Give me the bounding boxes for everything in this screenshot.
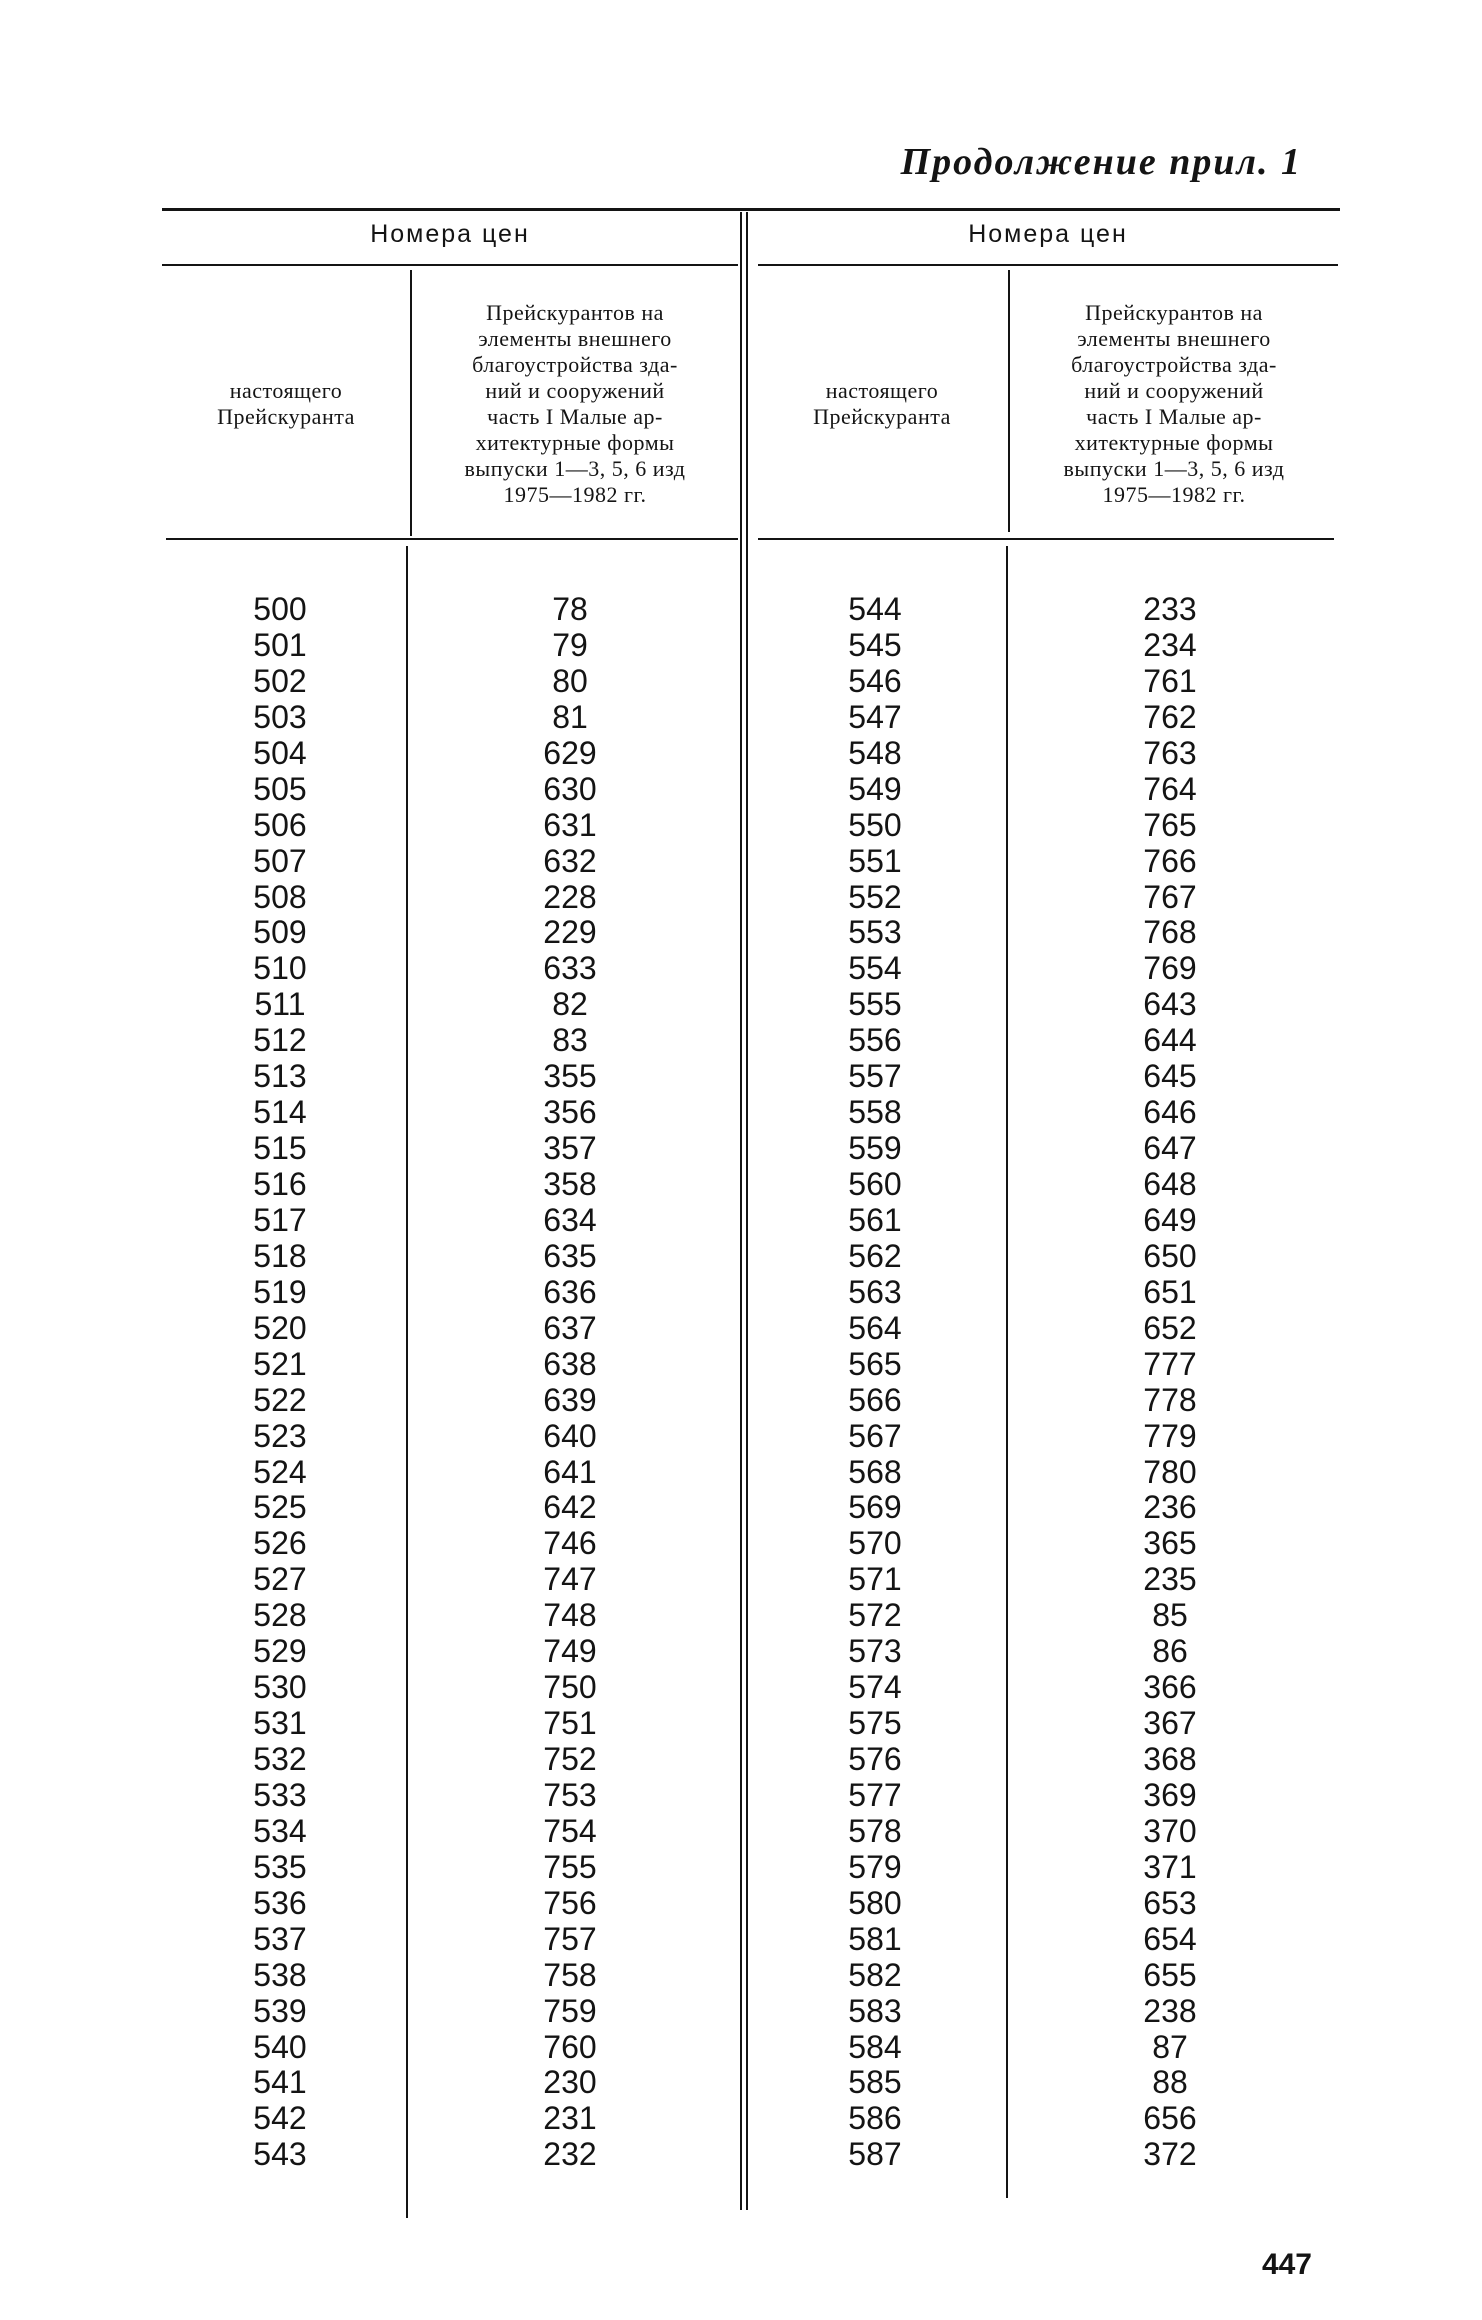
table-cell: 638 xyxy=(543,1345,597,1382)
table-cell: 543 xyxy=(253,2136,307,2173)
table-cell: 777 xyxy=(1143,1345,1197,1382)
table-cell: 642 xyxy=(543,1489,597,1526)
table-cell: 558 xyxy=(848,1094,902,1131)
table-cell: 585 xyxy=(848,2064,902,2101)
table-cell: 509 xyxy=(253,914,307,951)
table-cell: 541 xyxy=(253,2064,307,2101)
table-cell: 780 xyxy=(1143,1453,1197,1490)
table-cell: 587 xyxy=(848,2136,902,2173)
col-header-old-right: Прейскурантов на элементы внешнего благоустройства зда- ний и сооружений часть I Малые ар- хитектурные формы выпуски 1—3, 5, 6 изд 1975—1982 гг. xyxy=(1063,300,1285,507)
table-cell: 235 xyxy=(1143,1561,1197,1598)
table-cell: 229 xyxy=(543,914,597,951)
table-cell: 535 xyxy=(253,1848,307,1885)
table-cell: 572 xyxy=(848,1597,902,1634)
table-cell: 764 xyxy=(1143,770,1197,807)
table-cell: 654 xyxy=(1143,1920,1197,1957)
table-cell: 79 xyxy=(552,626,588,663)
table-cell: 516 xyxy=(253,1166,307,1202)
table-cell: 749 xyxy=(543,1633,597,1670)
table-cell: 518 xyxy=(253,1237,307,1274)
table-cell: 78 xyxy=(552,591,588,627)
table-cell: 586 xyxy=(848,2100,902,2137)
group-header-right: Номера цен xyxy=(968,220,1128,248)
table-cell: 537 xyxy=(253,1920,307,1957)
table-cell: 584 xyxy=(848,2028,902,2065)
table-cell: 501 xyxy=(253,626,307,663)
table-cell: 527 xyxy=(253,1561,307,1598)
table-cell: 507 xyxy=(253,842,307,879)
table-cell: 756 xyxy=(543,1884,597,1921)
table-cell: 653 xyxy=(1143,1884,1197,1921)
table-cell: 570 xyxy=(848,1525,902,1562)
table-cell: 656 xyxy=(1143,2100,1197,2137)
table-cell: 534 xyxy=(253,1812,307,1849)
column-old-right xyxy=(1070,592,1270,2173)
table-cell: 366 xyxy=(1143,1669,1197,1706)
table-cell: 769 xyxy=(1143,950,1197,987)
center-double-rule-a xyxy=(740,212,742,2210)
table-cell: 571 xyxy=(848,1561,902,1598)
table-cell: 503 xyxy=(253,698,307,735)
table-cell: 515 xyxy=(253,1130,307,1167)
table-cell: 565 xyxy=(848,1345,902,1382)
col-header-old-left: Прейскурантов на элементы внешнего благоустройства зда- ний и сооружений часть I Малые ар- хитектурные формы выпуски 1—3, 5, 6 изд 1975—1982 гг. xyxy=(464,300,686,507)
table-cell: 521 xyxy=(253,1345,307,1382)
table-cell: 765 xyxy=(1143,806,1197,843)
table-cell: 758 xyxy=(543,1956,597,1993)
table-cell: 636 xyxy=(543,1273,597,1310)
table-cell: 530 xyxy=(253,1669,307,1706)
center-double-rule-b xyxy=(746,212,748,2210)
table-cell: 549 xyxy=(848,770,902,807)
group-header-rule-left xyxy=(162,264,738,266)
table-cell: 751 xyxy=(543,1705,597,1742)
group-header-rule-right xyxy=(758,264,1338,266)
table-cell: 576 xyxy=(848,1741,902,1777)
table-cell: 368 xyxy=(1143,1741,1197,1777)
table-cell: 563 xyxy=(848,1273,902,1310)
table-cell: 579 xyxy=(848,1848,902,1885)
table-cell: 546 xyxy=(848,662,902,699)
table-cell: 761 xyxy=(1143,662,1197,699)
table-cell: 559 xyxy=(848,1130,902,1167)
table-cell: 566 xyxy=(848,1381,902,1418)
table-cell: 583 xyxy=(848,1992,902,2029)
page-title: Продолжение прил. 1 xyxy=(900,141,1302,183)
table-cell: 83 xyxy=(552,1022,588,1059)
table-cell: 502 xyxy=(253,662,307,699)
table-cell: 560 xyxy=(848,1166,902,1202)
table-cell: 504 xyxy=(253,734,307,771)
table-cell: 542 xyxy=(253,2100,307,2137)
table-cell: 232 xyxy=(543,2136,597,2173)
table-cell: 757 xyxy=(543,1920,597,1957)
table-cell: 639 xyxy=(543,1381,597,1418)
table-cell: 517 xyxy=(253,1201,307,1238)
table-cell: 372 xyxy=(1143,2136,1197,2173)
table-cell: 562 xyxy=(848,1237,902,1274)
table-cell: 561 xyxy=(848,1201,902,1238)
table-cell: 508 xyxy=(253,878,307,915)
column-current-left xyxy=(200,592,360,2173)
table-cell: 526 xyxy=(253,1525,307,1562)
table-cell: 762 xyxy=(1143,698,1197,735)
table-cell: 634 xyxy=(543,1201,597,1238)
table-cell: 529 xyxy=(253,1633,307,1670)
table-cell: 511 xyxy=(254,986,306,1023)
table-cell: 525 xyxy=(253,1489,307,1526)
table-cell: 655 xyxy=(1143,1956,1197,1993)
table-cell: 370 xyxy=(1143,1812,1197,1849)
table-cell: 573 xyxy=(848,1633,902,1670)
table-cell: 652 xyxy=(1143,1309,1197,1346)
table-cell: 548 xyxy=(848,734,902,771)
table-cell: 574 xyxy=(848,1669,902,1706)
table-cell: 88 xyxy=(1152,2064,1188,2101)
column-current-right xyxy=(790,592,960,2173)
table-cell: 238 xyxy=(1143,1992,1197,2029)
right-inner-rule-body xyxy=(1006,546,1008,2198)
table-cell: 230 xyxy=(543,2064,597,2101)
table-cell: 540 xyxy=(253,2028,307,2065)
table-cell: 759 xyxy=(543,1992,597,2029)
table-cell: 768 xyxy=(1143,914,1197,951)
table-cell: 81 xyxy=(552,698,588,735)
table-cell: 369 xyxy=(1143,1776,1197,1813)
table-cell: 553 xyxy=(848,914,902,951)
table-cell: 637 xyxy=(543,1309,597,1346)
table-cell: 551 xyxy=(848,842,902,879)
table-cell: 631 xyxy=(543,806,597,843)
table-cell: 575 xyxy=(848,1705,902,1742)
table-cell: 520 xyxy=(253,1309,307,1346)
table-cell: 650 xyxy=(1143,1237,1197,1274)
table-cell: 358 xyxy=(543,1166,597,1202)
table-cell: 778 xyxy=(1143,1381,1197,1418)
table-cell: 510 xyxy=(253,950,307,987)
table-cell: 564 xyxy=(848,1309,902,1346)
table-cell: 640 xyxy=(543,1417,597,1454)
table-cell: 371 xyxy=(1143,1848,1197,1885)
table-cell: 582 xyxy=(848,1956,902,1993)
table-cell: 630 xyxy=(543,770,597,807)
table-cell: 648 xyxy=(1143,1166,1197,1202)
table-cell: 645 xyxy=(1143,1058,1197,1095)
table-cell: 635 xyxy=(543,1237,597,1274)
table-cell: 514 xyxy=(253,1094,307,1131)
table-cell: 536 xyxy=(253,1884,307,1921)
table-cell: 532 xyxy=(253,1741,307,1777)
table-cell: 531 xyxy=(253,1705,307,1742)
col-header-current-right: настоящего Прейскуранта xyxy=(813,378,951,429)
table-cell: 505 xyxy=(253,770,307,807)
table-cell: 547 xyxy=(848,698,902,735)
table-cell: 629 xyxy=(543,734,597,771)
table-cell: 500 xyxy=(253,591,307,627)
table-cell: 367 xyxy=(1143,1705,1197,1742)
group-header-left: Номера цен xyxy=(370,220,530,248)
column-old-left xyxy=(470,592,670,2173)
table-cell: 779 xyxy=(1143,1417,1197,1454)
table-cell: 550 xyxy=(848,806,902,843)
table-cell: 355 xyxy=(543,1058,597,1095)
table-cell: 651 xyxy=(1143,1273,1197,1310)
table-cell: 747 xyxy=(543,1561,597,1598)
header-bottom-rule-left xyxy=(166,538,738,540)
table-cell: 750 xyxy=(543,1669,597,1706)
table-cell: 643 xyxy=(1143,986,1197,1023)
col-header-current-left: настоящего Прейскуранта xyxy=(217,378,355,429)
table-cell: 649 xyxy=(1143,1201,1197,1238)
table-cell: 746 xyxy=(543,1525,597,1562)
table-cell: 365 xyxy=(1143,1525,1197,1562)
table-cell: 522 xyxy=(253,1381,307,1418)
table-cell: 80 xyxy=(552,662,588,699)
table-cell: 233 xyxy=(1143,591,1197,627)
table-cell: 512 xyxy=(253,1022,307,1059)
table-cell: 577 xyxy=(848,1776,902,1813)
table-cell: 760 xyxy=(543,2028,597,2065)
table-cell: 567 xyxy=(848,1417,902,1454)
table-cell: 753 xyxy=(543,1776,597,1813)
table-cell: 555 xyxy=(848,986,902,1023)
table-cell: 552 xyxy=(848,878,902,915)
table-cell: 519 xyxy=(253,1273,307,1310)
table-cell: 556 xyxy=(848,1022,902,1059)
table-cell: 752 xyxy=(543,1741,597,1777)
table-cell: 554 xyxy=(848,950,902,987)
table-cell: 754 xyxy=(543,1812,597,1849)
table-cell: 538 xyxy=(253,1956,307,1993)
table-cell: 506 xyxy=(253,806,307,843)
table-cell: 236 xyxy=(1143,1489,1197,1526)
table-cell: 641 xyxy=(543,1453,597,1490)
table-cell: 234 xyxy=(1143,626,1197,663)
table-cell: 647 xyxy=(1143,1130,1197,1167)
table-cell: 767 xyxy=(1143,878,1197,915)
table-cell: 557 xyxy=(848,1058,902,1095)
table-cell: 568 xyxy=(848,1453,902,1490)
table-cell: 569 xyxy=(848,1489,902,1526)
left-inner-rule-body xyxy=(406,546,408,2218)
page-number: 447 xyxy=(1261,2248,1312,2281)
table-cell: 545 xyxy=(848,626,902,663)
table-cell: 644 xyxy=(1143,1022,1197,1059)
table-cell: 87 xyxy=(1152,2028,1188,2065)
table-cell: 528 xyxy=(253,1597,307,1634)
table-cell: 646 xyxy=(1143,1094,1197,1131)
table-cell: 755 xyxy=(543,1848,597,1885)
table-cell: 633 xyxy=(543,950,597,987)
table-cell: 523 xyxy=(253,1417,307,1454)
table-cell: 228 xyxy=(543,878,597,915)
table-cell: 766 xyxy=(1143,842,1197,879)
table-cell: 533 xyxy=(253,1776,307,1813)
table-cell: 86 xyxy=(1152,1633,1188,1670)
table-cell: 748 xyxy=(543,1597,597,1634)
table-cell: 581 xyxy=(848,1920,902,1957)
table-cell: 82 xyxy=(552,986,588,1023)
table-cell: 85 xyxy=(1152,1597,1188,1634)
table-cell: 578 xyxy=(848,1812,902,1849)
table-cell: 356 xyxy=(543,1094,597,1131)
header-bottom-rule-right xyxy=(758,538,1334,540)
table-cell: 357 xyxy=(543,1130,597,1167)
table-cell: 580 xyxy=(848,1884,902,1921)
table-cell: 513 xyxy=(253,1058,307,1095)
table-cell: 231 xyxy=(543,2100,597,2137)
table-cell: 544 xyxy=(848,591,902,627)
table-top-rule xyxy=(162,208,1340,211)
table-cell: 524 xyxy=(253,1453,307,1490)
table-cell: 539 xyxy=(253,1992,307,2029)
table-cell: 632 xyxy=(543,842,597,879)
table-cell: 763 xyxy=(1143,734,1197,771)
